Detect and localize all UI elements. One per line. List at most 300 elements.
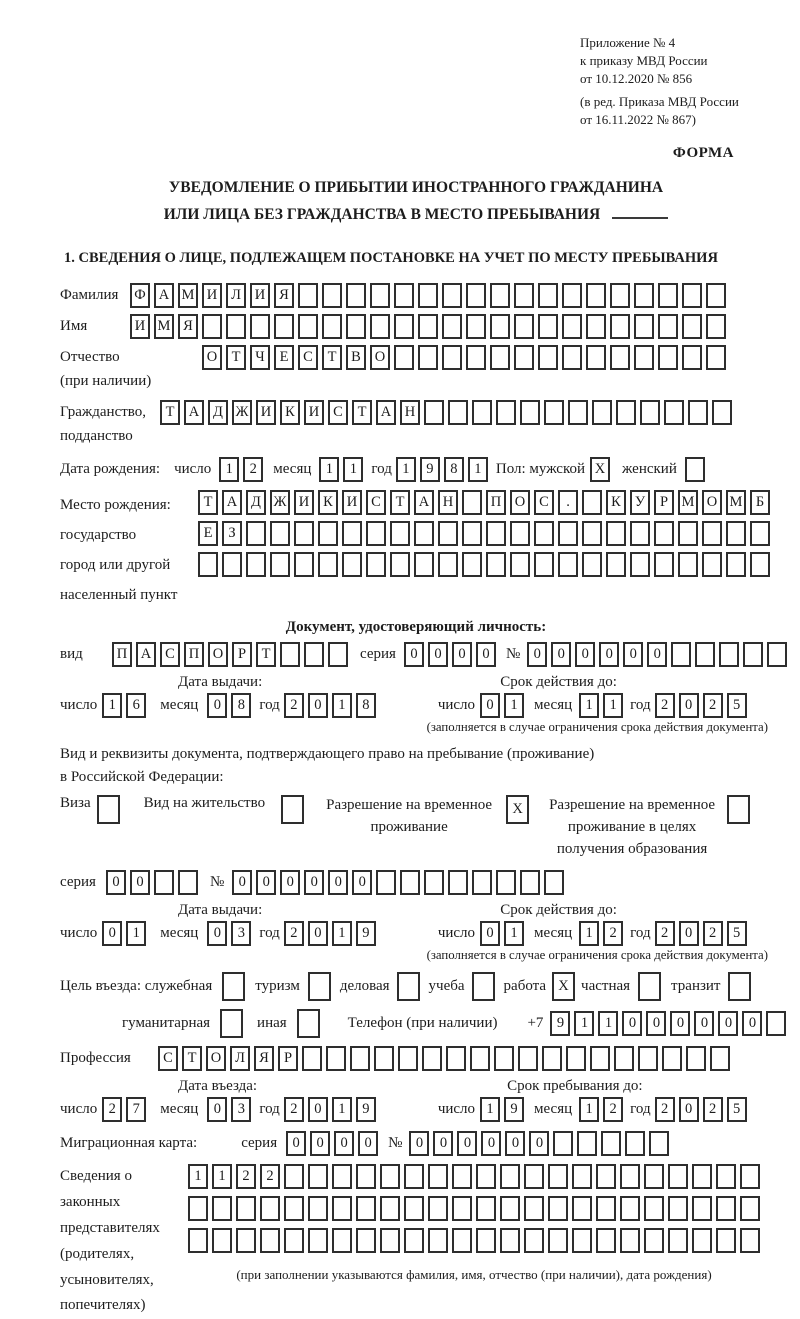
char-cell[interactable]: 2 bbox=[655, 921, 675, 946]
char-cell[interactable]: Т bbox=[256, 642, 276, 667]
char-cell[interactable] bbox=[342, 521, 362, 546]
char-cell[interactable] bbox=[558, 552, 578, 577]
char-cell[interactable] bbox=[332, 1196, 352, 1221]
char-cell[interactable] bbox=[544, 870, 564, 895]
char-cell[interactable] bbox=[448, 400, 468, 425]
char-cell[interactable]: К bbox=[280, 400, 300, 425]
char-cell[interactable] bbox=[649, 1131, 669, 1156]
char-cell[interactable] bbox=[601, 1131, 621, 1156]
char-cell[interactable] bbox=[610, 283, 630, 308]
char-cell[interactable]: 0 bbox=[308, 693, 328, 718]
char-cell[interactable]: Н bbox=[400, 400, 420, 425]
char-cell[interactable] bbox=[390, 521, 410, 546]
char-cell[interactable]: 1 bbox=[504, 921, 524, 946]
char-cell[interactable] bbox=[719, 642, 739, 667]
char-cell[interactable] bbox=[304, 642, 324, 667]
char-cell[interactable]: 9 bbox=[550, 1011, 570, 1036]
char-cell[interactable] bbox=[572, 1228, 592, 1253]
char-cell[interactable] bbox=[294, 552, 314, 577]
char-cell[interactable] bbox=[380, 1196, 400, 1221]
char-cell[interactable] bbox=[562, 283, 582, 308]
char-cell[interactable] bbox=[462, 521, 482, 546]
char-cell[interactable]: О bbox=[370, 345, 390, 370]
char-cell[interactable]: 9 bbox=[356, 1097, 376, 1122]
char-cell[interactable]: 1 bbox=[603, 693, 623, 718]
char-cell[interactable] bbox=[446, 1046, 466, 1071]
char-cell[interactable]: И bbox=[130, 314, 150, 339]
char-cell[interactable] bbox=[562, 345, 582, 370]
char-cell[interactable] bbox=[294, 521, 314, 546]
char-cell[interactable] bbox=[596, 1196, 616, 1221]
char-cell[interactable]: Я bbox=[178, 314, 198, 339]
char-cell[interactable] bbox=[682, 283, 702, 308]
char-cell[interactable] bbox=[534, 552, 554, 577]
char-cell[interactable] bbox=[188, 1228, 208, 1253]
char-cell[interactable] bbox=[664, 400, 684, 425]
char-cell[interactable] bbox=[538, 314, 558, 339]
char-cell[interactable] bbox=[236, 1228, 256, 1253]
char-cell[interactable] bbox=[466, 345, 486, 370]
char-cell[interactable]: X bbox=[590, 457, 610, 482]
char-cell[interactable] bbox=[332, 1228, 352, 1253]
char-cell[interactable] bbox=[630, 521, 650, 546]
char-cell[interactable]: 8 bbox=[444, 457, 464, 482]
char-cell[interactable] bbox=[586, 283, 606, 308]
char-cell[interactable]: 1 bbox=[212, 1164, 232, 1189]
char-cell[interactable] bbox=[702, 552, 722, 577]
char-cell[interactable]: 2 bbox=[260, 1164, 280, 1189]
char-cell[interactable] bbox=[452, 1228, 472, 1253]
char-cell[interactable] bbox=[472, 400, 492, 425]
char-cell[interactable]: 1 bbox=[468, 457, 488, 482]
char-cell[interactable] bbox=[284, 1228, 304, 1253]
char-cell[interactable] bbox=[510, 552, 530, 577]
char-cell[interactable]: С bbox=[534, 490, 554, 515]
char-cell[interactable] bbox=[548, 1228, 568, 1253]
char-cell[interactable]: 0 bbox=[481, 1131, 501, 1156]
char-cell[interactable]: М bbox=[726, 490, 746, 515]
char-cell[interactable] bbox=[727, 795, 750, 824]
char-cell[interactable]: 0 bbox=[207, 693, 227, 718]
char-cell[interactable] bbox=[428, 1196, 448, 1221]
char-cell[interactable] bbox=[222, 972, 245, 1001]
char-cell[interactable]: Т bbox=[226, 345, 246, 370]
char-cell[interactable]: 0 bbox=[670, 1011, 690, 1036]
char-cell[interactable] bbox=[374, 1046, 394, 1071]
char-cell[interactable]: 5 bbox=[727, 693, 747, 718]
char-cell[interactable]: 0 bbox=[679, 693, 699, 718]
char-cell[interactable]: 0 bbox=[529, 1131, 549, 1156]
char-cell[interactable]: 1 bbox=[396, 457, 416, 482]
char-cell[interactable] bbox=[188, 1196, 208, 1221]
char-cell[interactable] bbox=[400, 870, 420, 895]
char-cell[interactable] bbox=[496, 870, 516, 895]
char-cell[interactable] bbox=[668, 1196, 688, 1221]
char-cell[interactable] bbox=[472, 972, 495, 1001]
char-cell[interactable]: Ж bbox=[232, 400, 252, 425]
char-cell[interactable]: А bbox=[184, 400, 204, 425]
char-cell[interactable] bbox=[97, 795, 120, 824]
char-cell[interactable] bbox=[297, 1009, 320, 1038]
char-cell[interactable] bbox=[514, 283, 534, 308]
char-cell[interactable]: С bbox=[328, 400, 348, 425]
char-cell[interactable]: 1 bbox=[504, 693, 524, 718]
char-cell[interactable]: О bbox=[208, 642, 228, 667]
char-cell[interactable]: П bbox=[184, 642, 204, 667]
char-cell[interactable] bbox=[486, 552, 506, 577]
char-cell[interactable] bbox=[376, 870, 396, 895]
char-cell[interactable]: Е bbox=[274, 345, 294, 370]
char-cell[interactable] bbox=[270, 552, 290, 577]
char-cell[interactable]: 0 bbox=[718, 1011, 738, 1036]
char-cell[interactable]: Т bbox=[160, 400, 180, 425]
char-cell[interactable]: 0 bbox=[679, 921, 699, 946]
char-cell[interactable]: Л bbox=[230, 1046, 250, 1071]
char-cell[interactable] bbox=[380, 1228, 400, 1253]
char-cell[interactable]: А bbox=[376, 400, 396, 425]
char-cell[interactable]: Т bbox=[198, 490, 218, 515]
char-cell[interactable]: 0 bbox=[457, 1131, 477, 1156]
char-cell[interactable]: П bbox=[486, 490, 506, 515]
char-cell[interactable] bbox=[198, 552, 218, 577]
char-cell[interactable] bbox=[706, 283, 726, 308]
char-cell[interactable] bbox=[654, 552, 674, 577]
char-cell[interactable] bbox=[596, 1164, 616, 1189]
char-cell[interactable]: С bbox=[298, 345, 318, 370]
char-cell[interactable]: 3 bbox=[231, 921, 251, 946]
char-cell[interactable]: 0 bbox=[622, 1011, 642, 1036]
char-cell[interactable] bbox=[220, 1009, 243, 1038]
char-cell[interactable]: В bbox=[346, 345, 366, 370]
char-cell[interactable] bbox=[692, 1228, 712, 1253]
char-cell[interactable] bbox=[658, 314, 678, 339]
char-cell[interactable] bbox=[394, 283, 414, 308]
char-cell[interactable] bbox=[462, 490, 482, 515]
char-cell[interactable] bbox=[418, 345, 438, 370]
char-cell[interactable] bbox=[428, 1164, 448, 1189]
char-cell[interactable]: 1 bbox=[574, 1011, 594, 1036]
char-cell[interactable] bbox=[610, 345, 630, 370]
char-cell[interactable] bbox=[548, 1164, 568, 1189]
char-cell[interactable] bbox=[538, 283, 558, 308]
char-cell[interactable] bbox=[726, 552, 746, 577]
char-cell[interactable] bbox=[202, 314, 222, 339]
char-cell[interactable] bbox=[298, 314, 318, 339]
char-cell[interactable]: Р bbox=[278, 1046, 298, 1071]
char-cell[interactable]: 5 bbox=[727, 921, 747, 946]
char-cell[interactable] bbox=[438, 552, 458, 577]
char-cell[interactable]: А bbox=[222, 490, 242, 515]
char-cell[interactable] bbox=[766, 1011, 786, 1036]
char-cell[interactable]: 0 bbox=[304, 870, 324, 895]
char-cell[interactable] bbox=[524, 1228, 544, 1253]
char-cell[interactable]: Л bbox=[226, 283, 246, 308]
char-cell[interactable]: О bbox=[202, 345, 222, 370]
char-cell[interactable] bbox=[542, 1046, 562, 1071]
char-cell[interactable]: Т bbox=[322, 345, 342, 370]
char-cell[interactable] bbox=[222, 552, 242, 577]
char-cell[interactable]: З bbox=[222, 521, 242, 546]
char-cell[interactable]: Я bbox=[254, 1046, 274, 1071]
char-cell[interactable] bbox=[514, 314, 534, 339]
char-cell[interactable] bbox=[716, 1196, 736, 1221]
char-cell[interactable]: 8 bbox=[356, 693, 376, 718]
char-cell[interactable] bbox=[620, 1228, 640, 1253]
char-cell[interactable] bbox=[302, 1046, 322, 1071]
char-cell[interactable]: И bbox=[250, 283, 270, 308]
char-cell[interactable]: Б bbox=[750, 490, 770, 515]
char-cell[interactable]: 1 bbox=[126, 921, 146, 946]
char-cell[interactable] bbox=[380, 1164, 400, 1189]
char-cell[interactable] bbox=[750, 552, 770, 577]
char-cell[interactable]: 0 bbox=[334, 1131, 354, 1156]
char-cell[interactable]: 0 bbox=[328, 870, 348, 895]
char-cell[interactable] bbox=[538, 345, 558, 370]
char-cell[interactable]: 0 bbox=[207, 921, 227, 946]
char-cell[interactable]: М bbox=[678, 490, 698, 515]
char-cell[interactable] bbox=[572, 1196, 592, 1221]
char-cell[interactable]: X bbox=[506, 795, 529, 824]
char-cell[interactable]: Е bbox=[198, 521, 218, 546]
char-cell[interactable] bbox=[514, 345, 534, 370]
char-cell[interactable]: . bbox=[558, 490, 578, 515]
char-cell[interactable]: 0 bbox=[280, 870, 300, 895]
char-cell[interactable] bbox=[685, 457, 705, 482]
char-cell[interactable]: 0 bbox=[679, 1097, 699, 1122]
char-cell[interactable] bbox=[668, 1164, 688, 1189]
char-cell[interactable] bbox=[414, 521, 434, 546]
char-cell[interactable]: У bbox=[630, 490, 650, 515]
char-cell[interactable] bbox=[356, 1196, 376, 1221]
char-cell[interactable] bbox=[520, 400, 540, 425]
char-cell[interactable]: Н bbox=[438, 490, 458, 515]
char-cell[interactable]: П bbox=[112, 642, 132, 667]
char-cell[interactable]: 2 bbox=[703, 921, 723, 946]
char-cell[interactable] bbox=[592, 400, 612, 425]
char-cell[interactable]: 2 bbox=[603, 921, 623, 946]
char-cell[interactable] bbox=[654, 521, 674, 546]
char-cell[interactable] bbox=[500, 1228, 520, 1253]
char-cell[interactable] bbox=[356, 1164, 376, 1189]
char-cell[interactable] bbox=[260, 1228, 280, 1253]
char-cell[interactable] bbox=[638, 1046, 658, 1071]
char-cell[interactable] bbox=[520, 870, 540, 895]
char-cell[interactable]: Ж bbox=[270, 490, 290, 515]
char-cell[interactable]: 0 bbox=[308, 1097, 328, 1122]
char-cell[interactable]: 0 bbox=[207, 1097, 227, 1122]
char-cell[interactable] bbox=[518, 1046, 538, 1071]
char-cell[interactable] bbox=[500, 1196, 520, 1221]
char-cell[interactable]: 2 bbox=[102, 1097, 122, 1122]
char-cell[interactable] bbox=[616, 400, 636, 425]
char-cell[interactable] bbox=[620, 1196, 640, 1221]
char-cell[interactable] bbox=[630, 552, 650, 577]
char-cell[interactable] bbox=[562, 314, 582, 339]
char-cell[interactable]: И bbox=[202, 283, 222, 308]
char-cell[interactable]: 2 bbox=[703, 693, 723, 718]
char-cell[interactable] bbox=[246, 521, 266, 546]
char-cell[interactable] bbox=[634, 283, 654, 308]
char-cell[interactable]: 3 bbox=[231, 1097, 251, 1122]
char-cell[interactable]: Р bbox=[232, 642, 252, 667]
char-cell[interactable] bbox=[548, 1196, 568, 1221]
char-cell[interactable]: 1 bbox=[319, 457, 339, 482]
char-cell[interactable]: 2 bbox=[243, 457, 263, 482]
char-cell[interactable] bbox=[486, 521, 506, 546]
char-cell[interactable]: 0 bbox=[551, 642, 571, 667]
char-cell[interactable] bbox=[702, 521, 722, 546]
char-cell[interactable] bbox=[500, 1164, 520, 1189]
char-cell[interactable] bbox=[414, 552, 434, 577]
char-cell[interactable]: 1 bbox=[332, 1097, 352, 1122]
char-cell[interactable]: М bbox=[154, 314, 174, 339]
char-cell[interactable]: 1 bbox=[332, 921, 352, 946]
char-cell[interactable] bbox=[326, 1046, 346, 1071]
char-cell[interactable] bbox=[404, 1228, 424, 1253]
char-cell[interactable] bbox=[686, 1046, 706, 1071]
char-cell[interactable]: 0 bbox=[433, 1131, 453, 1156]
char-cell[interactable]: 2 bbox=[655, 1097, 675, 1122]
char-cell[interactable] bbox=[620, 1164, 640, 1189]
char-cell[interactable]: О bbox=[510, 490, 530, 515]
char-cell[interactable] bbox=[582, 521, 602, 546]
char-cell[interactable]: М bbox=[178, 283, 198, 308]
char-cell[interactable] bbox=[706, 345, 726, 370]
char-cell[interactable] bbox=[490, 283, 510, 308]
char-cell[interactable] bbox=[716, 1164, 736, 1189]
char-cell[interactable] bbox=[370, 314, 390, 339]
char-cell[interactable]: И bbox=[342, 490, 362, 515]
char-cell[interactable]: 2 bbox=[284, 921, 304, 946]
char-cell[interactable] bbox=[394, 314, 414, 339]
char-cell[interactable]: А bbox=[136, 642, 156, 667]
char-cell[interactable] bbox=[590, 1046, 610, 1071]
char-cell[interactable] bbox=[712, 400, 732, 425]
char-cell[interactable]: 0 bbox=[742, 1011, 762, 1036]
char-cell[interactable] bbox=[466, 314, 486, 339]
char-cell[interactable] bbox=[308, 1228, 328, 1253]
char-cell[interactable]: 9 bbox=[420, 457, 440, 482]
char-cell[interactable]: 1 bbox=[598, 1011, 618, 1036]
char-cell[interactable]: 1 bbox=[188, 1164, 208, 1189]
char-cell[interactable]: Р bbox=[654, 490, 674, 515]
char-cell[interactable] bbox=[346, 314, 366, 339]
char-cell[interactable] bbox=[236, 1196, 256, 1221]
char-cell[interactable] bbox=[678, 521, 698, 546]
char-cell[interactable] bbox=[625, 1131, 645, 1156]
char-cell[interactable] bbox=[332, 1164, 352, 1189]
char-cell[interactable] bbox=[678, 552, 698, 577]
char-cell[interactable] bbox=[710, 1046, 730, 1071]
char-cell[interactable]: 0 bbox=[647, 642, 667, 667]
char-cell[interactable] bbox=[322, 283, 342, 308]
char-cell[interactable] bbox=[472, 870, 492, 895]
char-cell[interactable] bbox=[582, 490, 602, 515]
char-cell[interactable]: 0 bbox=[308, 921, 328, 946]
char-cell[interactable]: О bbox=[702, 490, 722, 515]
char-cell[interactable] bbox=[740, 1164, 760, 1189]
char-cell[interactable] bbox=[750, 521, 770, 546]
char-cell[interactable] bbox=[695, 642, 715, 667]
char-cell[interactable] bbox=[424, 400, 444, 425]
char-cell[interactable]: 0 bbox=[352, 870, 372, 895]
char-cell[interactable] bbox=[644, 1196, 664, 1221]
char-cell[interactable] bbox=[490, 314, 510, 339]
char-cell[interactable]: 2 bbox=[603, 1097, 623, 1122]
char-cell[interactable]: Т bbox=[352, 400, 372, 425]
char-cell[interactable] bbox=[397, 972, 420, 1001]
char-cell[interactable]: 1 bbox=[343, 457, 363, 482]
char-cell[interactable] bbox=[606, 552, 626, 577]
char-cell[interactable]: 0 bbox=[599, 642, 619, 667]
char-cell[interactable]: Ч bbox=[250, 345, 270, 370]
char-cell[interactable]: 2 bbox=[655, 693, 675, 718]
char-cell[interactable] bbox=[452, 1164, 472, 1189]
char-cell[interactable] bbox=[586, 345, 606, 370]
char-cell[interactable] bbox=[274, 314, 294, 339]
char-cell[interactable] bbox=[322, 314, 342, 339]
char-cell[interactable]: 9 bbox=[356, 921, 376, 946]
char-cell[interactable]: С bbox=[366, 490, 386, 515]
char-cell[interactable]: 2 bbox=[703, 1097, 723, 1122]
char-cell[interactable] bbox=[356, 1228, 376, 1253]
char-cell[interactable] bbox=[716, 1228, 736, 1253]
char-cell[interactable] bbox=[350, 1046, 370, 1071]
char-cell[interactable]: И bbox=[256, 400, 276, 425]
char-cell[interactable] bbox=[260, 1196, 280, 1221]
char-cell[interactable] bbox=[424, 870, 444, 895]
char-cell[interactable]: Ф bbox=[130, 283, 150, 308]
char-cell[interactable]: X bbox=[552, 972, 575, 1001]
char-cell[interactable] bbox=[284, 1196, 304, 1221]
char-cell[interactable]: 2 bbox=[284, 693, 304, 718]
char-cell[interactable] bbox=[524, 1164, 544, 1189]
char-cell[interactable] bbox=[671, 642, 691, 667]
char-cell[interactable]: К bbox=[606, 490, 626, 515]
char-cell[interactable] bbox=[614, 1046, 634, 1071]
char-cell[interactable]: 6 bbox=[126, 693, 146, 718]
char-cell[interactable]: 0 bbox=[310, 1131, 330, 1156]
char-cell[interactable] bbox=[448, 870, 468, 895]
char-cell[interactable] bbox=[767, 642, 787, 667]
char-cell[interactable] bbox=[178, 870, 198, 895]
char-cell[interactable] bbox=[638, 972, 661, 1001]
char-cell[interactable] bbox=[250, 314, 270, 339]
char-cell[interactable]: 1 bbox=[579, 921, 599, 946]
char-cell[interactable] bbox=[582, 552, 602, 577]
char-cell[interactable]: А bbox=[154, 283, 174, 308]
char-cell[interactable] bbox=[634, 314, 654, 339]
char-cell[interactable] bbox=[662, 1046, 682, 1071]
char-cell[interactable] bbox=[212, 1196, 232, 1221]
char-cell[interactable] bbox=[308, 972, 331, 1001]
char-cell[interactable] bbox=[422, 1046, 442, 1071]
char-cell[interactable] bbox=[154, 870, 174, 895]
char-cell[interactable]: 9 bbox=[504, 1097, 524, 1122]
char-cell[interactable] bbox=[682, 345, 702, 370]
char-cell[interactable]: И bbox=[294, 490, 314, 515]
char-cell[interactable] bbox=[318, 521, 338, 546]
char-cell[interactable] bbox=[692, 1164, 712, 1189]
char-cell[interactable]: 0 bbox=[106, 870, 126, 895]
char-cell[interactable] bbox=[728, 972, 751, 1001]
char-cell[interactable]: 1 bbox=[332, 693, 352, 718]
char-cell[interactable] bbox=[544, 400, 564, 425]
char-cell[interactable]: Т bbox=[182, 1046, 202, 1071]
char-cell[interactable]: Я bbox=[274, 283, 294, 308]
char-cell[interactable]: С bbox=[160, 642, 180, 667]
char-cell[interactable]: 1 bbox=[579, 1097, 599, 1122]
